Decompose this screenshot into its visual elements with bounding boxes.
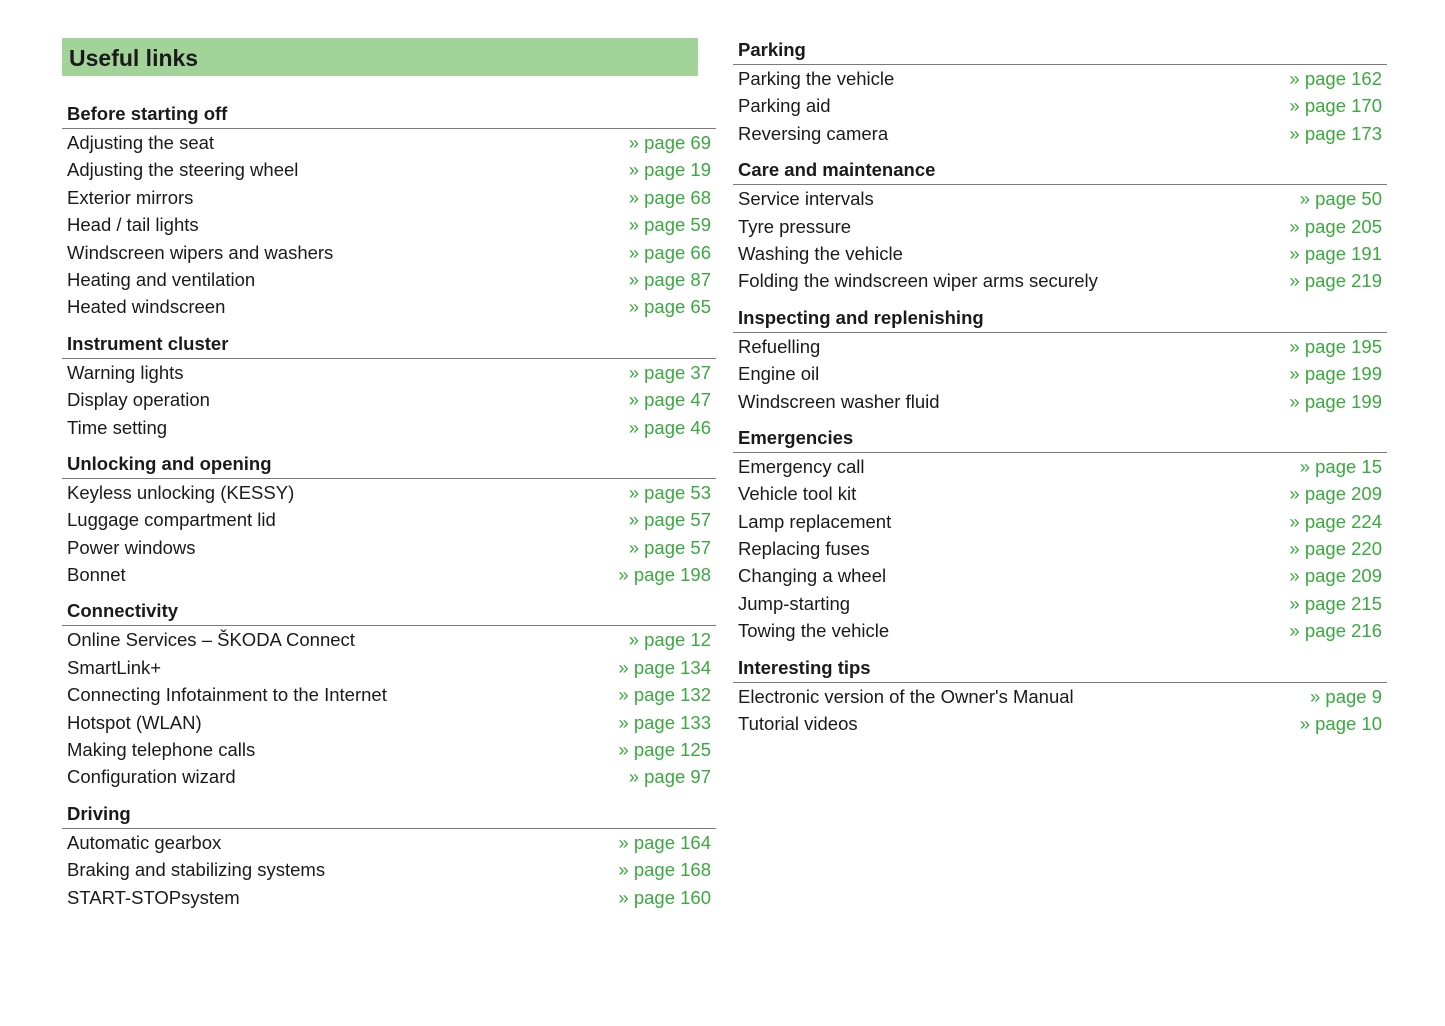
section-heading: Driving — [62, 800, 716, 829]
link-row — [733, 562, 1387, 589]
link-label: Online Services – ŠKODA Connect — [67, 629, 355, 651]
link-label: Bonnet — [67, 564, 126, 586]
link-section — [733, 424, 1387, 645]
link-label: Reversing camera — [738, 122, 889, 144]
page-reference-link[interactable]: » page 65 — [628, 296, 711, 318]
page-reference-link[interactable]: » page 173 — [1289, 122, 1382, 144]
section-heading: Emergencies — [733, 424, 1387, 453]
link-label: Emergency call — [738, 455, 865, 477]
link-row — [62, 709, 716, 736]
link-label: Parking the vehicle — [738, 68, 895, 89]
page-reference-link[interactable]: » page 132 — [618, 684, 711, 706]
link-label: Display operation — [67, 389, 210, 411]
page-reference-link[interactable]: » page 191 — [1289, 242, 1382, 264]
page-reference-link[interactable]: » page 68 — [628, 186, 711, 208]
link-label: Keyless unlocking (KESSY) — [67, 481, 295, 503]
section-heading: Unlocking and opening — [62, 450, 716, 479]
link-row — [62, 359, 716, 386]
page-reference-link[interactable]: » page 37 — [628, 361, 711, 383]
page-reference-link[interactable]: » page 134 — [618, 656, 711, 678]
link-row — [733, 213, 1387, 240]
link-label: Hotspot (WLAN) — [67, 711, 202, 733]
link-row — [733, 480, 1387, 507]
link-row — [62, 856, 716, 883]
link-row — [62, 626, 716, 653]
link-row — [733, 453, 1387, 480]
page-reference-link[interactable]: » page 53 — [628, 481, 711, 503]
link-label: Heated windscreen — [67, 296, 226, 318]
link-label: SmartLink+ — [67, 656, 162, 678]
page-reference-link[interactable]: » page 19 — [628, 159, 711, 181]
link-section — [733, 304, 1387, 415]
section-heading: Before starting off — [62, 100, 716, 129]
link-row — [733, 240, 1387, 267]
link-label: Luggage compartment lid — [67, 509, 276, 531]
link-label: Replacing fuses — [738, 538, 870, 560]
link-row — [62, 829, 716, 856]
link-label: Windscreen wipers and washers — [67, 241, 334, 263]
right-column — [733, 36, 1387, 746]
page-reference-link[interactable]: » page 50 — [1299, 188, 1382, 210]
link-row — [62, 156, 716, 183]
page-reference-link[interactable]: » page 87 — [628, 268, 711, 290]
link-label: Connecting Infotainment to the Internet — [67, 684, 387, 706]
link-row — [733, 185, 1387, 212]
section-heading: Inspecting and replenishing — [733, 304, 1387, 333]
link-row — [62, 736, 716, 763]
link-row — [62, 293, 716, 320]
link-section — [62, 450, 716, 589]
link-section — [733, 654, 1387, 738]
link-label: Tutorial videos — [738, 713, 858, 735]
link-row — [62, 184, 716, 211]
page-reference-link[interactable]: » page 10 — [1299, 713, 1382, 735]
link-row — [62, 211, 716, 238]
link-row — [733, 590, 1387, 617]
link-row — [733, 535, 1387, 562]
page-reference-link[interactable]: » page 215 — [1289, 592, 1382, 614]
link-row — [733, 333, 1387, 360]
link-label: Washing the vehicle — [738, 242, 903, 264]
link-label: Making telephone calls — [67, 739, 256, 761]
link-label: Jump-starting — [738, 592, 851, 614]
page-reference-link[interactable]: » page 47 — [628, 389, 711, 411]
page-reference-link[interactable]: » page 199 — [1289, 390, 1382, 412]
page-reference-link[interactable]: » page 168 — [618, 859, 711, 881]
link-label: Exterior mirrors — [67, 186, 194, 208]
page-reference-link[interactable]: » page 160 — [618, 886, 711, 908]
section-heading: Parking — [733, 36, 1387, 65]
link-row — [733, 508, 1387, 535]
page-reference-link[interactable]: » page 170 — [1289, 95, 1382, 117]
page-reference-link[interactable]: » page 12 — [628, 629, 711, 651]
link-row — [62, 386, 716, 413]
link-label: Refuelling — [738, 335, 821, 357]
page-reference-link[interactable]: » page 195 — [1289, 335, 1382, 357]
page-reference-link[interactable]: » page 59 — [628, 214, 711, 236]
link-section — [62, 597, 716, 790]
link-label: Engine oil — [738, 363, 820, 385]
link-row — [62, 884, 716, 911]
link-label: Lamp replacement — [738, 510, 892, 532]
page-reference-link[interactable]: » page 15 — [1299, 455, 1382, 477]
link-label: Parking aid — [738, 95, 831, 117]
link-row — [62, 506, 716, 533]
link-label: Windscreen washer fluid — [738, 390, 940, 412]
link-label: Changing a wheel — [738, 565, 887, 587]
link-row — [62, 561, 716, 588]
link-label: Head / tail lights — [67, 214, 199, 236]
page-title: Useful links — [62, 38, 698, 76]
page-reference-link[interactable]: » page 162 — [1289, 68, 1382, 89]
page-reference-link[interactable]: » page 57 — [628, 509, 711, 531]
link-section — [733, 36, 1387, 147]
link-row — [62, 681, 716, 708]
page-reference-link[interactable]: » page 216 — [1289, 620, 1382, 642]
link-label: Electronic version of the Owner's Manual — [738, 685, 1074, 707]
page-reference-link[interactable]: » page 9 — [1309, 685, 1382, 707]
link-label: Towing the vehicle — [738, 620, 890, 642]
link-row — [733, 683, 1387, 710]
link-label: Folding the windscreen wiper arms securely — [738, 270, 1098, 292]
link-row — [733, 267, 1387, 294]
link-row — [62, 414, 716, 441]
link-label: Tyre pressure — [738, 215, 852, 237]
page-reference-link[interactable]: » page 219 — [1289, 270, 1382, 292]
link-label: Adjusting the seat — [67, 132, 215, 153]
link-label: Power windows — [67, 536, 196, 558]
link-row — [733, 92, 1387, 119]
link-row — [733, 617, 1387, 644]
link-section — [62, 800, 716, 911]
page-reference-link[interactable]: » page 205 — [1289, 215, 1382, 237]
link-section — [62, 100, 716, 321]
page-reference-link[interactable]: » page 224 — [1289, 510, 1382, 532]
link-row — [62, 763, 716, 790]
page-reference-link[interactable]: » page 125 — [618, 739, 711, 761]
link-row — [733, 360, 1387, 387]
link-row — [62, 266, 716, 293]
link-label: Vehicle tool kit — [738, 483, 857, 505]
page-reference-link[interactable]: » page 66 — [628, 241, 711, 263]
link-section — [733, 156, 1387, 295]
link-row — [62, 239, 716, 266]
section-heading: Instrument cluster — [62, 330, 716, 359]
link-label: Warning lights — [67, 361, 184, 383]
page-reference-link[interactable]: » page 46 — [628, 416, 711, 438]
link-row — [733, 710, 1387, 737]
page-reference-link[interactable]: » page 69 — [628, 132, 711, 153]
link-row — [62, 129, 716, 156]
link-row — [62, 654, 716, 681]
page-reference-link[interactable]: » page 57 — [628, 536, 711, 558]
page-reference-link[interactable]: » page 198 — [618, 564, 711, 586]
link-row — [62, 534, 716, 561]
link-label: Automatic gearbox — [67, 831, 222, 853]
page-reference-link[interactable]: » page 164 — [618, 831, 711, 853]
left-column — [62, 100, 716, 920]
link-row — [62, 479, 716, 506]
link-row — [733, 65, 1387, 92]
link-label: Adjusting the steering wheel — [67, 159, 299, 181]
page-reference-link[interactable]: » page 199 — [1289, 363, 1382, 385]
link-section — [62, 330, 716, 441]
section-heading: Connectivity — [62, 597, 716, 626]
link-label: Configuration wizard — [67, 766, 236, 788]
link-label: Braking and stabilizing systems — [67, 859, 326, 881]
page-reference-link[interactable]: » page 220 — [1289, 538, 1382, 560]
link-label: Time setting — [67, 416, 168, 438]
link-label: START-STOPsystem — [67, 886, 240, 908]
page-reference-link[interactable]: » page 133 — [618, 711, 711, 733]
page-reference-link[interactable]: » page 209 — [1289, 483, 1382, 505]
link-label: Heating and ventilation — [67, 268, 256, 290]
section-heading: Interesting tips — [733, 654, 1387, 683]
page-reference-link[interactable]: » page 97 — [628, 766, 711, 788]
link-label: Service intervals — [738, 188, 874, 210]
section-heading: Care and maintenance — [733, 156, 1387, 185]
link-row — [733, 388, 1387, 415]
page-reference-link[interactable]: » page 209 — [1289, 565, 1382, 587]
link-row — [733, 120, 1387, 147]
